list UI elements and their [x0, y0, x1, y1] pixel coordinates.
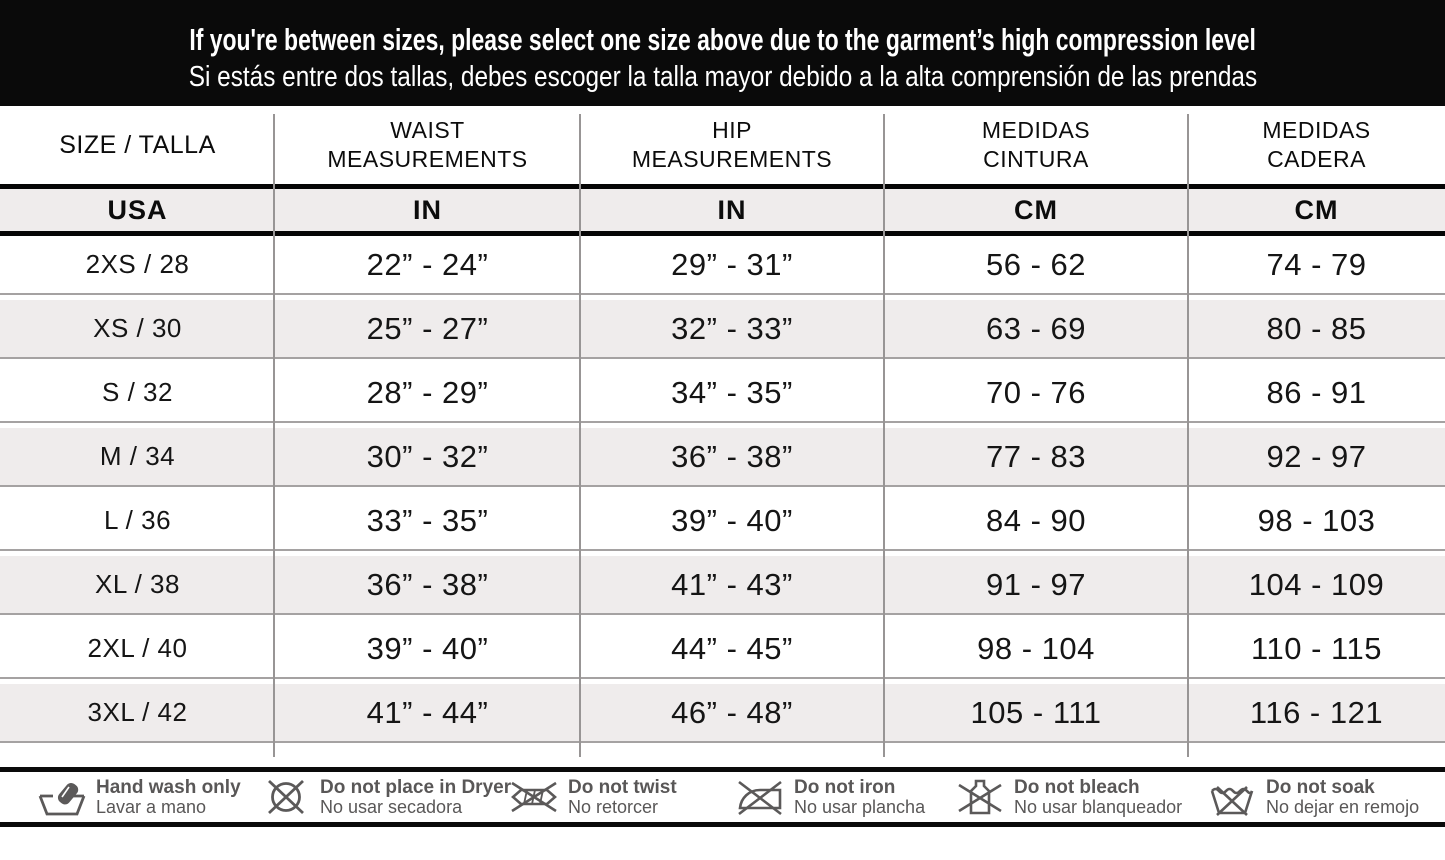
hip-cm-cell: 110 - 115	[1251, 630, 1382, 666]
waist-in-cell: 28” - 29”	[366, 374, 489, 410]
hip-cm-cell: 74 - 79	[1266, 246, 1367, 282]
unit-usa: USA	[107, 194, 168, 225]
care-item-do-not-soak	[1208, 772, 1419, 822]
column-divider	[273, 114, 275, 757]
hip-in-cell: 46” - 48”	[671, 694, 793, 730]
care-instructions-strip	[0, 767, 1445, 827]
hip-cm-cell: 104 - 109	[1248, 566, 1385, 602]
hip-cm-cell: 80 - 85	[1266, 310, 1367, 346]
column-divider	[1187, 114, 1189, 757]
table-row	[0, 620, 1445, 679]
care-item-do-not-twist	[510, 772, 677, 822]
table-row	[0, 300, 1445, 359]
waist-in-cell: 22” - 24”	[366, 246, 489, 282]
size-cell: XL / 38	[95, 569, 180, 599]
care-label-en: Do not bleach	[1014, 776, 1140, 798]
do-not-iron-icon	[736, 777, 784, 817]
waist-in-cell: 36” - 38”	[366, 566, 489, 602]
waist-in-cell: 41” - 44”	[366, 694, 489, 730]
waist-in-cell: 33” - 35”	[366, 502, 489, 538]
care-label-en: Do not place in Dryer	[320, 776, 512, 798]
compression-notice-banner	[0, 0, 1445, 106]
care-label-en: Do not iron	[794, 776, 896, 798]
unit-header-row	[0, 189, 1445, 231]
care-item-do-not-bleach	[956, 772, 1182, 822]
column-divider	[579, 114, 581, 757]
hip-in-cell: 29” - 31”	[671, 246, 793, 282]
care-item-hand-wash	[38, 772, 241, 822]
column-divider	[883, 114, 885, 757]
table-row	[0, 492, 1445, 551]
waist-cm-cell: 56 - 62	[985, 246, 1086, 282]
hand-wash-icon	[38, 777, 86, 817]
header-medidas-cadera: MEDIDAS CADERA	[1262, 117, 1371, 172]
care-label-en: Do not twist	[568, 776, 677, 798]
hip-in-cell: 44” - 45”	[671, 630, 793, 666]
care-label-es: No usar plancha	[794, 796, 926, 817]
do-not-dry-icon	[262, 777, 310, 817]
waist-cm-cell: 98 - 104	[977, 630, 1095, 666]
size-cell: XS / 30	[93, 313, 182, 343]
column-header-row	[0, 106, 1445, 184]
size-cell: M / 34	[99, 441, 176, 471]
waist-cm-cell: 84 - 90	[985, 502, 1086, 538]
waist-cm-cell: 77 - 83	[985, 438, 1086, 474]
hip-in-cell: 34” - 35”	[671, 374, 793, 410]
care-item-do-not-dry	[262, 772, 511, 822]
hip-in-cell: 32” - 33”	[671, 310, 793, 346]
waist-cm-cell: 63 - 69	[985, 310, 1086, 346]
hip-cm-cell: 116 - 121	[1249, 694, 1384, 730]
table-row	[0, 684, 1445, 743]
care-label-es: Lavar a mano	[96, 796, 207, 817]
waist-in-cell: 39” - 40”	[366, 630, 489, 666]
header-waist-measurements: WAIST MEASUREMENTS	[327, 117, 528, 172]
hip-cm-cell: 98 - 103	[1257, 502, 1376, 538]
size-chart-table	[0, 106, 1445, 743]
unit-waist-in: IN	[413, 194, 442, 225]
unit-hip-in: IN	[717, 194, 747, 225]
care-label-es: No usar blanqueador	[1014, 796, 1183, 817]
unit-waist-cm: CM	[1014, 194, 1058, 225]
banner-line-en: If you're between sizes, please select one size above due to the garment’s high compression level	[189, 22, 1256, 57]
table-row	[0, 236, 1445, 295]
waist-cm-cell: 70 - 76	[985, 374, 1086, 410]
header-hip-measurements: HIP MEASUREMENTS	[631, 117, 833, 172]
care-item-do-not-iron	[736, 772, 925, 822]
header-medidas-cintura: MEDIDAS CINTURA	[981, 117, 1091, 172]
size-cell: S / 32	[102, 377, 173, 407]
waist-in-cell: 30” - 32”	[366, 438, 489, 474]
hip-cm-cell: 92 - 97	[1266, 438, 1367, 474]
care-label-en: Hand wash only	[96, 776, 241, 798]
unit-hip-cm: CM	[1294, 194, 1339, 225]
care-label-es: No dejar en remojo	[1266, 796, 1420, 817]
waist-cm-cell: 91 - 97	[985, 566, 1086, 602]
hip-cm-cell: 86 - 91	[1266, 374, 1367, 410]
do-not-bleach-icon	[956, 777, 1004, 817]
size-cell: 2XS / 28	[85, 249, 190, 279]
table-row	[0, 556, 1445, 615]
table-row	[0, 364, 1445, 423]
table-row	[0, 428, 1445, 487]
care-label-es: No retorcer	[568, 796, 659, 817]
care-label-en: Do not soak	[1266, 776, 1375, 798]
hip-in-cell: 41” - 43”	[671, 566, 793, 602]
do-not-twist-icon	[510, 777, 558, 817]
waist-in-cell: 25” - 27”	[366, 310, 489, 346]
size-cell: L / 36	[103, 505, 172, 535]
waist-cm-cell: 105 - 111	[970, 694, 1102, 730]
hip-in-cell: 36” - 38”	[671, 438, 793, 474]
size-cell: 2XL / 40	[87, 633, 188, 663]
hip-in-cell: 39” - 40”	[671, 502, 793, 538]
care-label-es: No usar secadora	[320, 796, 463, 817]
header-size-talla: SIZE / TALLA	[59, 130, 216, 159]
banner-line-es: Si estás entre dos tallas, debes escoger la talla mayor debido a la alta comprensión de las prendas	[188, 61, 1257, 93]
do-not-soak-icon	[1208, 777, 1256, 817]
size-cell: 3XL / 42	[87, 697, 188, 727]
